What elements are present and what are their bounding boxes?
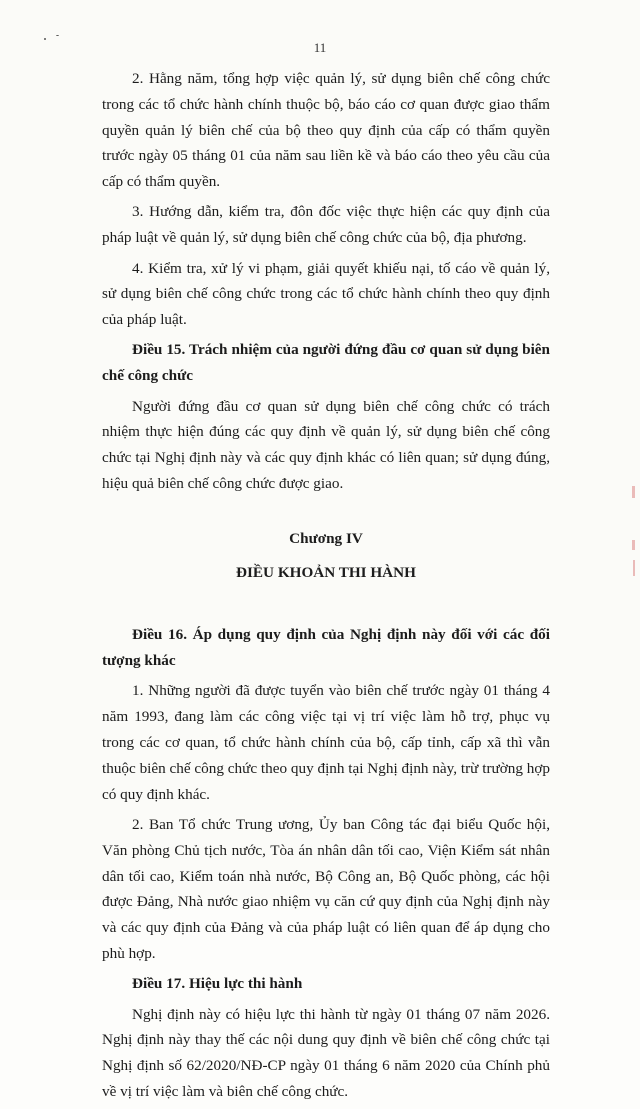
paragraph: Người đứng đầu cơ quan sử dụng biên chế công chức có trách nhiệm thực hiện đúng các quy định về quản lý, sử dụng biên chế công chức tại Nghị định này và các quy định khác có liên quan; sử dụng đúng, hiệu quả biên chế công chức được giao.	[102, 397, 550, 492]
document-body	[102, 66, 550, 1109]
paragraph: 2. Ban Tổ chức Trung ương, Ủy ban Công tác đại biểu Quốc hội, Văn phòng Chủ tịch nước, Tòa án nhân dân tối cao, Viện Kiểm sát nhân dân tối cao, Kiểm toán nhà nước, Bộ Công an, Bộ Quốc phòng, các hội được Đảng, Nhà nước giao nhiệm vụ căn cứ quy định của Nghị định này và các quy định của Đảng và của pháp luật có liên quan để áp dụng cho phù hợp.	[102, 815, 550, 962]
paragraph: 3. Hướng dẫn, kiểm tra, đôn đốc việc thực hiện các quy định của pháp luật về quản lý, sử dụng biên chế công chức của bộ, địa phương.	[102, 203, 550, 247]
section-after-chapter	[102, 622, 550, 1104]
page-number: 11	[313, 40, 327, 55]
scan-edge-mark	[633, 560, 635, 576]
article-heading: Điều 16. Áp dụng quy định của Nghị định này đối với các đối tượng khác	[102, 626, 550, 670]
chapter-title: Chương IV	[289, 529, 363, 547]
section-before-chapter	[102, 66, 550, 497]
paragraph: 4. Kiểm tra, xử lý vi phạm, giải quyết khiếu nại, tố cáo về quản lý, sử dụng biên chế công chức trong các tổ chức hành chính theo quy định của pháp luật.	[102, 259, 550, 329]
article-heading: Điều 15. Trách nhiệm của người đứng đầu cơ quan sử dụng biên chế công chức	[102, 341, 550, 385]
scan-edge-mark	[632, 540, 635, 550]
paragraph: Nghị định này có hiệu lực thi hành từ ngày 01 tháng 07 năm 2026. Nghị định này thay thế các nội dung quy định về biên chế công chức tại Nghị định số 62/2020/NĐ-CP ngày 01 tháng 6 năm 2020 của Chính phủ về vị trí việc làm và biên chế công chức.	[102, 1005, 550, 1100]
chapter-subtitle: ĐIỀU KHOẢN THI HÀNH	[236, 563, 416, 581]
article-heading: Điều 17. Hiệu lực thi hành	[132, 975, 303, 993]
paragraph: 2. Hằng năm, tổng hợp việc quản lý, sử dụng biên chế công chức trong các tổ chức hành chính thuộc bộ, báo cáo cơ quan được giao thẩm quyền quản lý biên chế của bộ theo quy định của cấp có thẩm quyền trước ngày 05 tháng 01 của năm sau liền kề và báo cáo theo yêu cầu của cấp có thẩm quyền.	[102, 70, 550, 191]
scan-speck	[56, 35, 59, 36]
scan-edge-mark	[632, 486, 635, 498]
paragraph: 1. Những người đã được tuyển vào biên chế trước ngày 01 tháng 4 năm 1993, đang làm các công việc tại vị trí việc làm hỗ trợ, phục vụ trong các cơ quan, tổ chức hành chính của bộ, cấp tỉnh, cấp xã thì vẫn thuộc biên chế công chức theo quy định tại Nghị định này, trừ trường hợp có quy định khác.	[102, 682, 550, 803]
